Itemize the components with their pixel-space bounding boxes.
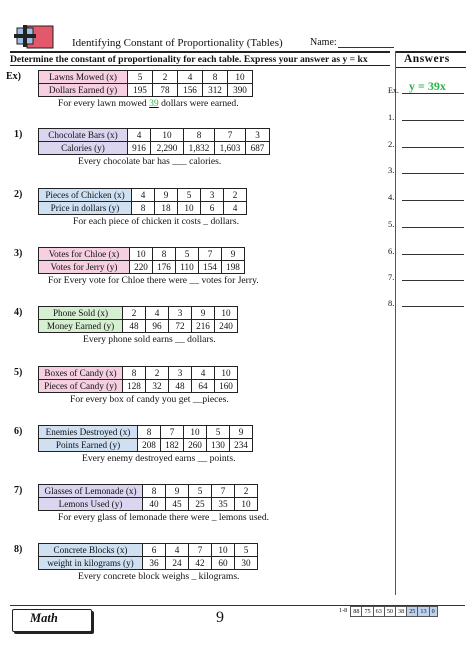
- table-cell: 4: [166, 544, 189, 557]
- sentence-end: points.: [207, 453, 236, 464]
- score-range: 1-8: [339, 607, 348, 614]
- problem-sentence: [48, 275, 259, 286]
- table-row-y: [39, 261, 245, 274]
- table-cell: 9: [230, 426, 253, 439]
- problem-number: 7): [14, 485, 23, 496]
- problem-number: 8): [14, 544, 23, 555]
- table-cell: 4: [224, 202, 247, 215]
- table-cell: 312: [203, 84, 228, 97]
- x-row-label: Pieces of Chicken (x): [39, 189, 132, 202]
- table-cell: 7: [189, 544, 212, 557]
- table-cell: 198: [222, 261, 245, 274]
- table-row-y: [39, 84, 253, 97]
- table-cell: 156: [178, 84, 203, 97]
- table-row-x: [39, 129, 270, 142]
- sentence-blank[interactable]: _: [211, 512, 217, 523]
- table-row-x: [39, 426, 253, 439]
- x-row-label: Boxes of Candy (x): [39, 367, 123, 380]
- answer-field[interactable]: [402, 173, 464, 174]
- table-cell: 9: [192, 307, 215, 320]
- sentence-blank[interactable]: ___: [172, 156, 187, 167]
- table-cell: 10: [235, 498, 258, 511]
- x-row-label: Lawns Mowed (x): [39, 71, 128, 84]
- problem-number: 4): [14, 307, 23, 318]
- table-cell: 5: [207, 426, 230, 439]
- sentence-start: Every phone sold earns: [83, 334, 176, 345]
- proportion-table: [38, 366, 238, 393]
- table-cell: 7: [161, 426, 184, 439]
- table-cell: 5: [235, 544, 258, 557]
- x-row-label: Concrete Blocks (x): [39, 544, 143, 557]
- header-rule: [10, 51, 390, 53]
- table-cell: 10: [215, 307, 238, 320]
- table-cell: 40: [143, 498, 166, 511]
- table-cell: 18: [155, 202, 178, 215]
- table-row-y: [39, 557, 258, 570]
- table-cell: 3: [169, 307, 192, 320]
- sentence-blank: 39: [149, 98, 159, 109]
- score-cell: 38: [396, 606, 407, 617]
- table-cell: 2: [235, 485, 258, 498]
- sentence-blank[interactable]: __: [197, 453, 208, 464]
- table-cell: 60: [212, 557, 235, 570]
- sentence-blank[interactable]: _: [203, 216, 209, 227]
- score-cell: 13: [418, 606, 429, 617]
- sentence-start: Every chocolate bar has: [78, 156, 173, 167]
- table-cell: 10: [130, 248, 153, 261]
- sentence-start: Every concrete block weighs: [78, 571, 192, 582]
- x-row-label: Enemies Destroyed (x): [39, 426, 138, 439]
- table-cell: 96: [146, 320, 169, 333]
- x-row-label: Glasses of Lemonade (x): [39, 485, 143, 498]
- sentence-end: dollars were earned.: [158, 98, 239, 109]
- score-cell: 88: [350, 606, 362, 617]
- sentence-end: pieces.: [202, 394, 229, 405]
- table-cell: 3: [169, 367, 192, 380]
- proportion-table: [38, 425, 253, 452]
- table-cell: 9: [222, 248, 245, 261]
- table-cell: 8: [184, 129, 215, 142]
- problem-sentence: [83, 334, 216, 345]
- table-cell: 1,603: [215, 142, 246, 155]
- problem-sentence: [82, 453, 235, 464]
- answer-example-label: Ex.: [388, 86, 399, 95]
- answer-field[interactable]: [402, 254, 464, 255]
- table-cell: 4: [128, 129, 151, 142]
- answer-number: 2.: [388, 139, 395, 149]
- table-cell: 35: [212, 498, 235, 511]
- table-cell: 5: [189, 485, 212, 498]
- table-row-y: [39, 202, 247, 215]
- table-cell: 390: [228, 84, 253, 97]
- answer-number: 3.: [388, 165, 395, 175]
- table-cell: 216: [192, 320, 215, 333]
- problem-sentence: [58, 512, 269, 523]
- problem-sentence: [78, 156, 221, 167]
- name-label: Name:: [310, 37, 337, 48]
- worksheet-title: Identifying Constant of Proportionality (Tables): [72, 37, 283, 49]
- table-cell: 8: [138, 426, 161, 439]
- table-cell: 10: [184, 426, 207, 439]
- proportion-table: [38, 188, 247, 215]
- answers-column: [388, 0, 474, 600]
- score-cell: 63: [374, 606, 385, 617]
- table-cell: 3: [246, 129, 270, 142]
- table-cell: 24: [166, 557, 189, 570]
- table-cell: 6: [201, 202, 224, 215]
- y-row-label: Pieces of Candy (y): [39, 380, 123, 393]
- table-row-x: [39, 307, 238, 320]
- table-cell: 8: [203, 71, 228, 84]
- table-cell: 48: [169, 380, 192, 393]
- table-row-y: [39, 498, 258, 511]
- sentence-start: Every enemy destroyed earns: [82, 453, 198, 464]
- y-row-label: weight in kilograms (y): [39, 557, 143, 570]
- table-cell: 3: [201, 189, 224, 202]
- answer-number: 8.: [388, 298, 395, 308]
- y-row-label: Price in dollars (y): [39, 202, 132, 215]
- table-cell: 2: [146, 367, 169, 380]
- answer-field[interactable]: [402, 227, 464, 228]
- table-row-y: [39, 142, 270, 155]
- worksheet-logo: [13, 24, 55, 50]
- table-cell: 5: [128, 71, 153, 84]
- table-cell: 154: [199, 261, 222, 274]
- proportion-table: [38, 70, 253, 97]
- table-cell: 10: [215, 367, 238, 380]
- x-row-label: Votes for Chloe (x): [39, 248, 130, 261]
- table-cell: 176: [153, 261, 176, 274]
- table-row-x: [39, 189, 247, 202]
- table-cell: 4: [178, 71, 203, 84]
- sentence-end: dollars.: [208, 216, 239, 227]
- table-cell: 4: [192, 367, 215, 380]
- sentence-blank[interactable]: __: [192, 394, 203, 405]
- name-field[interactable]: [338, 47, 394, 48]
- proportion-table: [38, 128, 270, 155]
- sentence-end: lemons used.: [216, 512, 270, 523]
- table-cell: 1,832: [184, 142, 215, 155]
- subject-label: Math: [30, 611, 58, 625]
- instructions-text: Determine the constant of proportionality for each table. Express your answer as y = kx: [10, 54, 368, 65]
- y-row-label: Money Earned (y): [39, 320, 123, 333]
- problem-sentence: [73, 216, 239, 227]
- y-row-label: Votes for Jerry (y): [39, 261, 130, 274]
- sentence-blank[interactable]: __: [175, 334, 185, 345]
- problem-number: 3): [14, 248, 23, 259]
- table-cell: 64: [192, 380, 215, 393]
- answer-number: 5.: [388, 219, 395, 229]
- table-cell: 32: [146, 380, 169, 393]
- table-cell: 160: [215, 380, 238, 393]
- table-cell: 2: [153, 71, 178, 84]
- sentence-blank[interactable]: __: [189, 275, 200, 286]
- table-cell: 8: [153, 248, 176, 261]
- table-cell: 260: [184, 439, 207, 452]
- problem-number: 5): [14, 367, 23, 378]
- answer-number: 4.: [388, 192, 395, 202]
- sentence-start: For every glass of lemonade there were: [58, 512, 212, 523]
- table-cell: 8: [143, 485, 166, 498]
- score-cell: 25: [407, 606, 418, 617]
- table-cell: 208: [138, 439, 161, 452]
- table-cell: 9: [166, 485, 189, 498]
- score-cell: 50: [385, 606, 396, 617]
- table-cell: 48: [123, 320, 146, 333]
- sentence-end: votes for Jerry.: [199, 275, 259, 286]
- table-cell: 30: [235, 557, 258, 570]
- score-cell: 0: [430, 606, 438, 617]
- sentence-end: kilograms.: [196, 571, 240, 582]
- table-cell: 4: [132, 189, 155, 202]
- table-cell: 195: [128, 84, 153, 97]
- proportion-table: [38, 247, 245, 274]
- table-cell: 10: [228, 71, 253, 84]
- table-cell: 4: [146, 307, 169, 320]
- table-cell: 2: [224, 189, 247, 202]
- problem-number: 1): [14, 129, 23, 140]
- answer-number: 7.: [388, 272, 395, 282]
- x-row-label: Phone Sold (x): [39, 307, 123, 320]
- answer-field[interactable]: [402, 306, 464, 307]
- problem-number: Ex): [6, 71, 21, 82]
- table-row-y: [39, 320, 238, 333]
- table-row-x: [39, 248, 245, 261]
- y-row-label: Calories (y): [39, 142, 128, 155]
- table-cell: 234: [230, 439, 253, 452]
- table-row-x: [39, 544, 258, 557]
- table-cell: 42: [189, 557, 212, 570]
- answers-title: Answers: [404, 53, 450, 65]
- instructions-rule: [10, 65, 390, 66]
- sentence-start: For every lawn mowed: [58, 98, 150, 109]
- answer-example-line: [402, 93, 464, 94]
- table-cell: 7: [199, 248, 222, 261]
- table-cell: 10: [151, 129, 184, 142]
- table-cell: 6: [143, 544, 166, 557]
- table-cell: 8: [132, 202, 155, 215]
- proportion-table: [38, 306, 238, 333]
- table-cell: 78: [153, 84, 178, 97]
- table-cell: 5: [176, 248, 199, 261]
- problem-sentence: [70, 394, 229, 405]
- table-row-x: [39, 71, 253, 84]
- sentence-end: dollars.: [184, 334, 216, 345]
- sentence-end: calories.: [186, 156, 222, 167]
- answer-field[interactable]: [402, 120, 464, 121]
- table-cell: 8: [123, 367, 146, 380]
- score-cell: 75: [362, 606, 373, 617]
- table-row-y: [39, 439, 253, 452]
- table-row-x: [39, 367, 238, 380]
- table-cell: 45: [166, 498, 189, 511]
- answer-field[interactable]: [402, 280, 464, 281]
- table-row-x: [39, 485, 258, 498]
- table-cell: 687: [246, 142, 270, 155]
- answer-field[interactable]: [402, 200, 464, 201]
- table-cell: 2: [123, 307, 146, 320]
- problem-sentence: [78, 571, 239, 582]
- table-cell: 25: [189, 498, 212, 511]
- table-cell: 36: [143, 557, 166, 570]
- table-cell: 72: [169, 320, 192, 333]
- table-cell: 110: [176, 261, 199, 274]
- proportion-table: [38, 543, 258, 570]
- table-row-y: [39, 380, 238, 393]
- table-cell: 182: [161, 439, 184, 452]
- y-row-label: Lemons Used (y): [39, 498, 143, 511]
- sentence-start: For every box of candy you get: [70, 394, 193, 405]
- table-cell: 128: [123, 380, 146, 393]
- table-cell: 10: [212, 544, 235, 557]
- sentence-blank[interactable]: _: [191, 571, 197, 582]
- table-cell: 5: [178, 189, 201, 202]
- y-row-label: Points Earned (y): [39, 439, 138, 452]
- problem-number: 6): [14, 426, 23, 437]
- table-cell: 240: [215, 320, 238, 333]
- answer-example-value: y = 39x: [409, 79, 446, 93]
- x-row-label: Chocolate Bars (x): [39, 129, 128, 142]
- answer-number: 6.: [388, 246, 395, 256]
- score-strip: [337, 606, 438, 617]
- proportion-table: [38, 484, 258, 511]
- table-cell: 7: [212, 485, 235, 498]
- page-number: 9: [216, 609, 224, 626]
- problem-sentence: [58, 98, 239, 109]
- answer-number: 1.: [388, 112, 395, 122]
- table-cell: 10: [178, 202, 201, 215]
- answer-field[interactable]: [402, 147, 464, 148]
- table-cell: 7: [215, 129, 246, 142]
- table-cell: 130: [207, 439, 230, 452]
- table-cell: 2,290: [151, 142, 184, 155]
- y-row-label: Dollars Earned (y): [39, 84, 128, 97]
- table-cell: 9: [155, 189, 178, 202]
- sentence-start: For each piece of chicken it costs: [73, 216, 204, 227]
- table-cell: 916: [128, 142, 151, 155]
- sentence-start: For Every vote for Chloe there were: [48, 275, 190, 286]
- table-cell: 220: [130, 261, 153, 274]
- problem-number: 2): [14, 189, 23, 200]
